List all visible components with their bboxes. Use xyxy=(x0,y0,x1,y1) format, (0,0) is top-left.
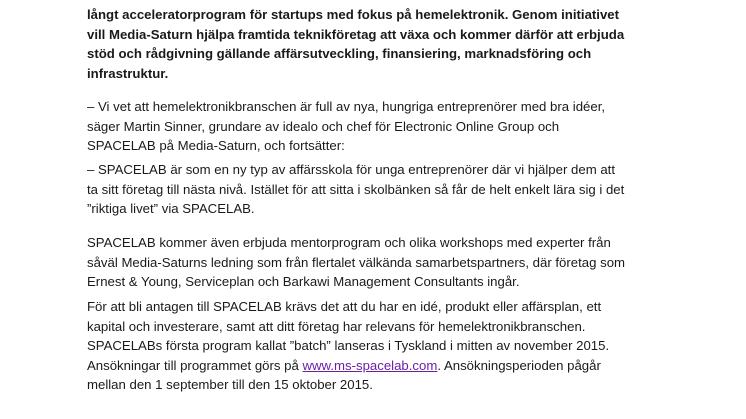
quote1-line-3: SPACELAB på Media-Saturn, och fortsätter: xyxy=(87,138,345,153)
application-line-4 xyxy=(87,356,609,376)
quote2-line-2: ta sitt företag till nästa nivå. Istället för att sitta i skolbänken så får de helt enkelt lära sig i det xyxy=(87,181,625,197)
application-line-3: SPACELABs första program kallat ”batch” lanseras i Tyskland i mitten av november 2015. xyxy=(87,338,610,353)
lead-line-4: infrastruktur. xyxy=(87,65,169,81)
lead-paragraph xyxy=(87,5,624,83)
quote2-line-1: – SPACELAB är som en ny typ av affärsskola för unga entreprenörer där vi hjälper dem att xyxy=(87,162,616,177)
spacelab-website-link[interactable]: www.ms-spacelab.com xyxy=(302,357,438,373)
lead-line-3: stöd och rådgivning gällande affärsutveckling, finansiering, marknadsföring och xyxy=(87,46,592,61)
lead-line-1: långt acceleratorprogram för startups med fokus på hemelektronik. Genom initiativet xyxy=(87,7,620,22)
lead-line-2: vill Media-Saturn hjälpa framtida teknikföretag att växa och kommer därför att erbjuda xyxy=(87,26,625,42)
application-line-5: mellan den 1 september till den 15 oktober 2015. xyxy=(87,377,373,392)
mentor-line-3: Ernest & Young, Serviceplan och Barkawi Management Consultants ingår. xyxy=(87,274,520,289)
quote1-line-2: säger Martin Sinner, grundare av idealo och chef för Electronic Online Group och xyxy=(87,118,560,134)
quote2-line-3: ”riktiga livet” via SPACELAB. xyxy=(87,201,255,216)
mentor-line-1: SPACELAB kommer även erbjuda mentorprogram och olika workshops med experter från xyxy=(87,235,611,250)
application-line-4-end: . Ansökningsperioden pågår xyxy=(437,357,601,373)
quote-paragraph-2 xyxy=(87,160,624,219)
application-paragraph xyxy=(87,297,609,395)
application-line-2: kapital och investerare, samt att ditt företag har relevans för hemelektronikbranschen. xyxy=(87,318,586,334)
application-line-4-start: Ansökningar till programmet görs på xyxy=(87,357,303,373)
mentor-line-2: såväl Media-Saturns ledning som från flertalet välkända samarbetspartners, där företag som xyxy=(87,254,626,270)
application-line-1: För att bli antagen till SPACELAB krävs det att du har en idé, produkt eller affärsplan, ett xyxy=(87,299,602,314)
quote1-line-1: – Vi vet att hemelektronikbranschen är full av nya, hungriga entreprenörer med bra idéer, xyxy=(87,99,606,114)
quote-paragraph-1 xyxy=(87,97,605,156)
mentor-paragraph xyxy=(87,233,625,292)
